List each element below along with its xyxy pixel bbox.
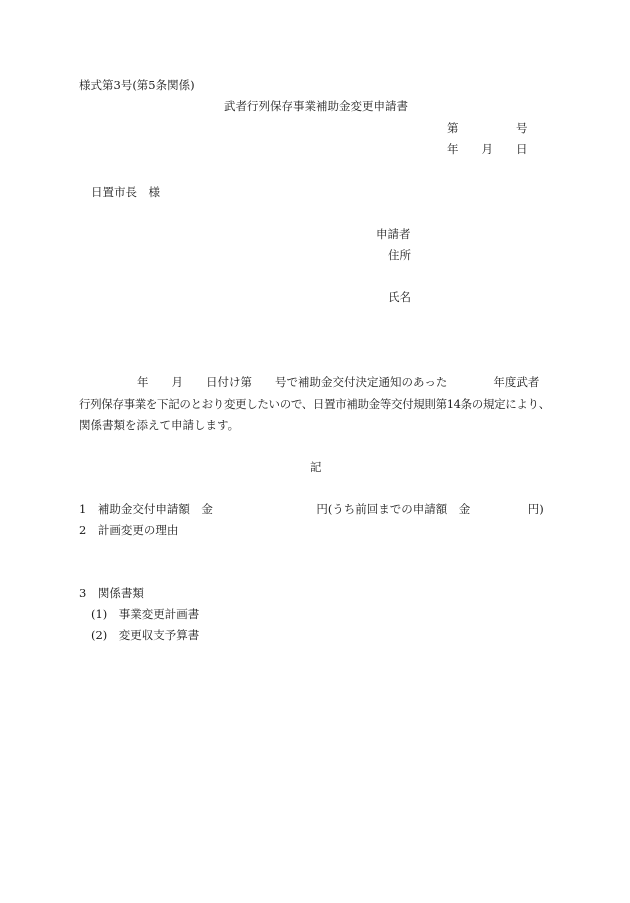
record-item-1: 1 補助金交付申請額 金 円(うち前回までの申請額 金 円) <box>79 502 544 516</box>
body-line-2: 行列保存事業を下記のとおり変更したいので、日置市補助金等交付規則第14条の規定により、 <box>79 397 550 411</box>
record-item-3: 3 関係書類 <box>79 586 144 600</box>
body-line-3: 関係書類を添えて申請します。 <box>79 418 240 432</box>
addressee: 日置市長 様 <box>91 185 160 199</box>
document-number-line: 第 号 <box>447 121 528 135</box>
document-title: 武者行列保存事業補助金変更申請書 <box>224 99 408 113</box>
date-line: 年 月 日 <box>447 142 528 156</box>
applicant-label: 申請者 <box>376 227 411 241</box>
record-heading: 記 <box>310 460 322 474</box>
record-item-2: 2 計画変更の理由 <box>79 523 179 537</box>
record-item-3-sub-2: (2) 変更収支予算書 <box>91 628 200 642</box>
form-number: 様式第3号(第5条関係) <box>79 78 195 92</box>
body-line-1: 年 月 日付け第 号で補助金交付決定通知のあった 年度武者 <box>137 375 540 389</box>
record-item-3-sub-1: (1) 事業変更計画書 <box>91 607 200 621</box>
applicant-address-label: 住所 <box>388 248 411 262</box>
applicant-name-label: 氏名 <box>388 290 411 304</box>
